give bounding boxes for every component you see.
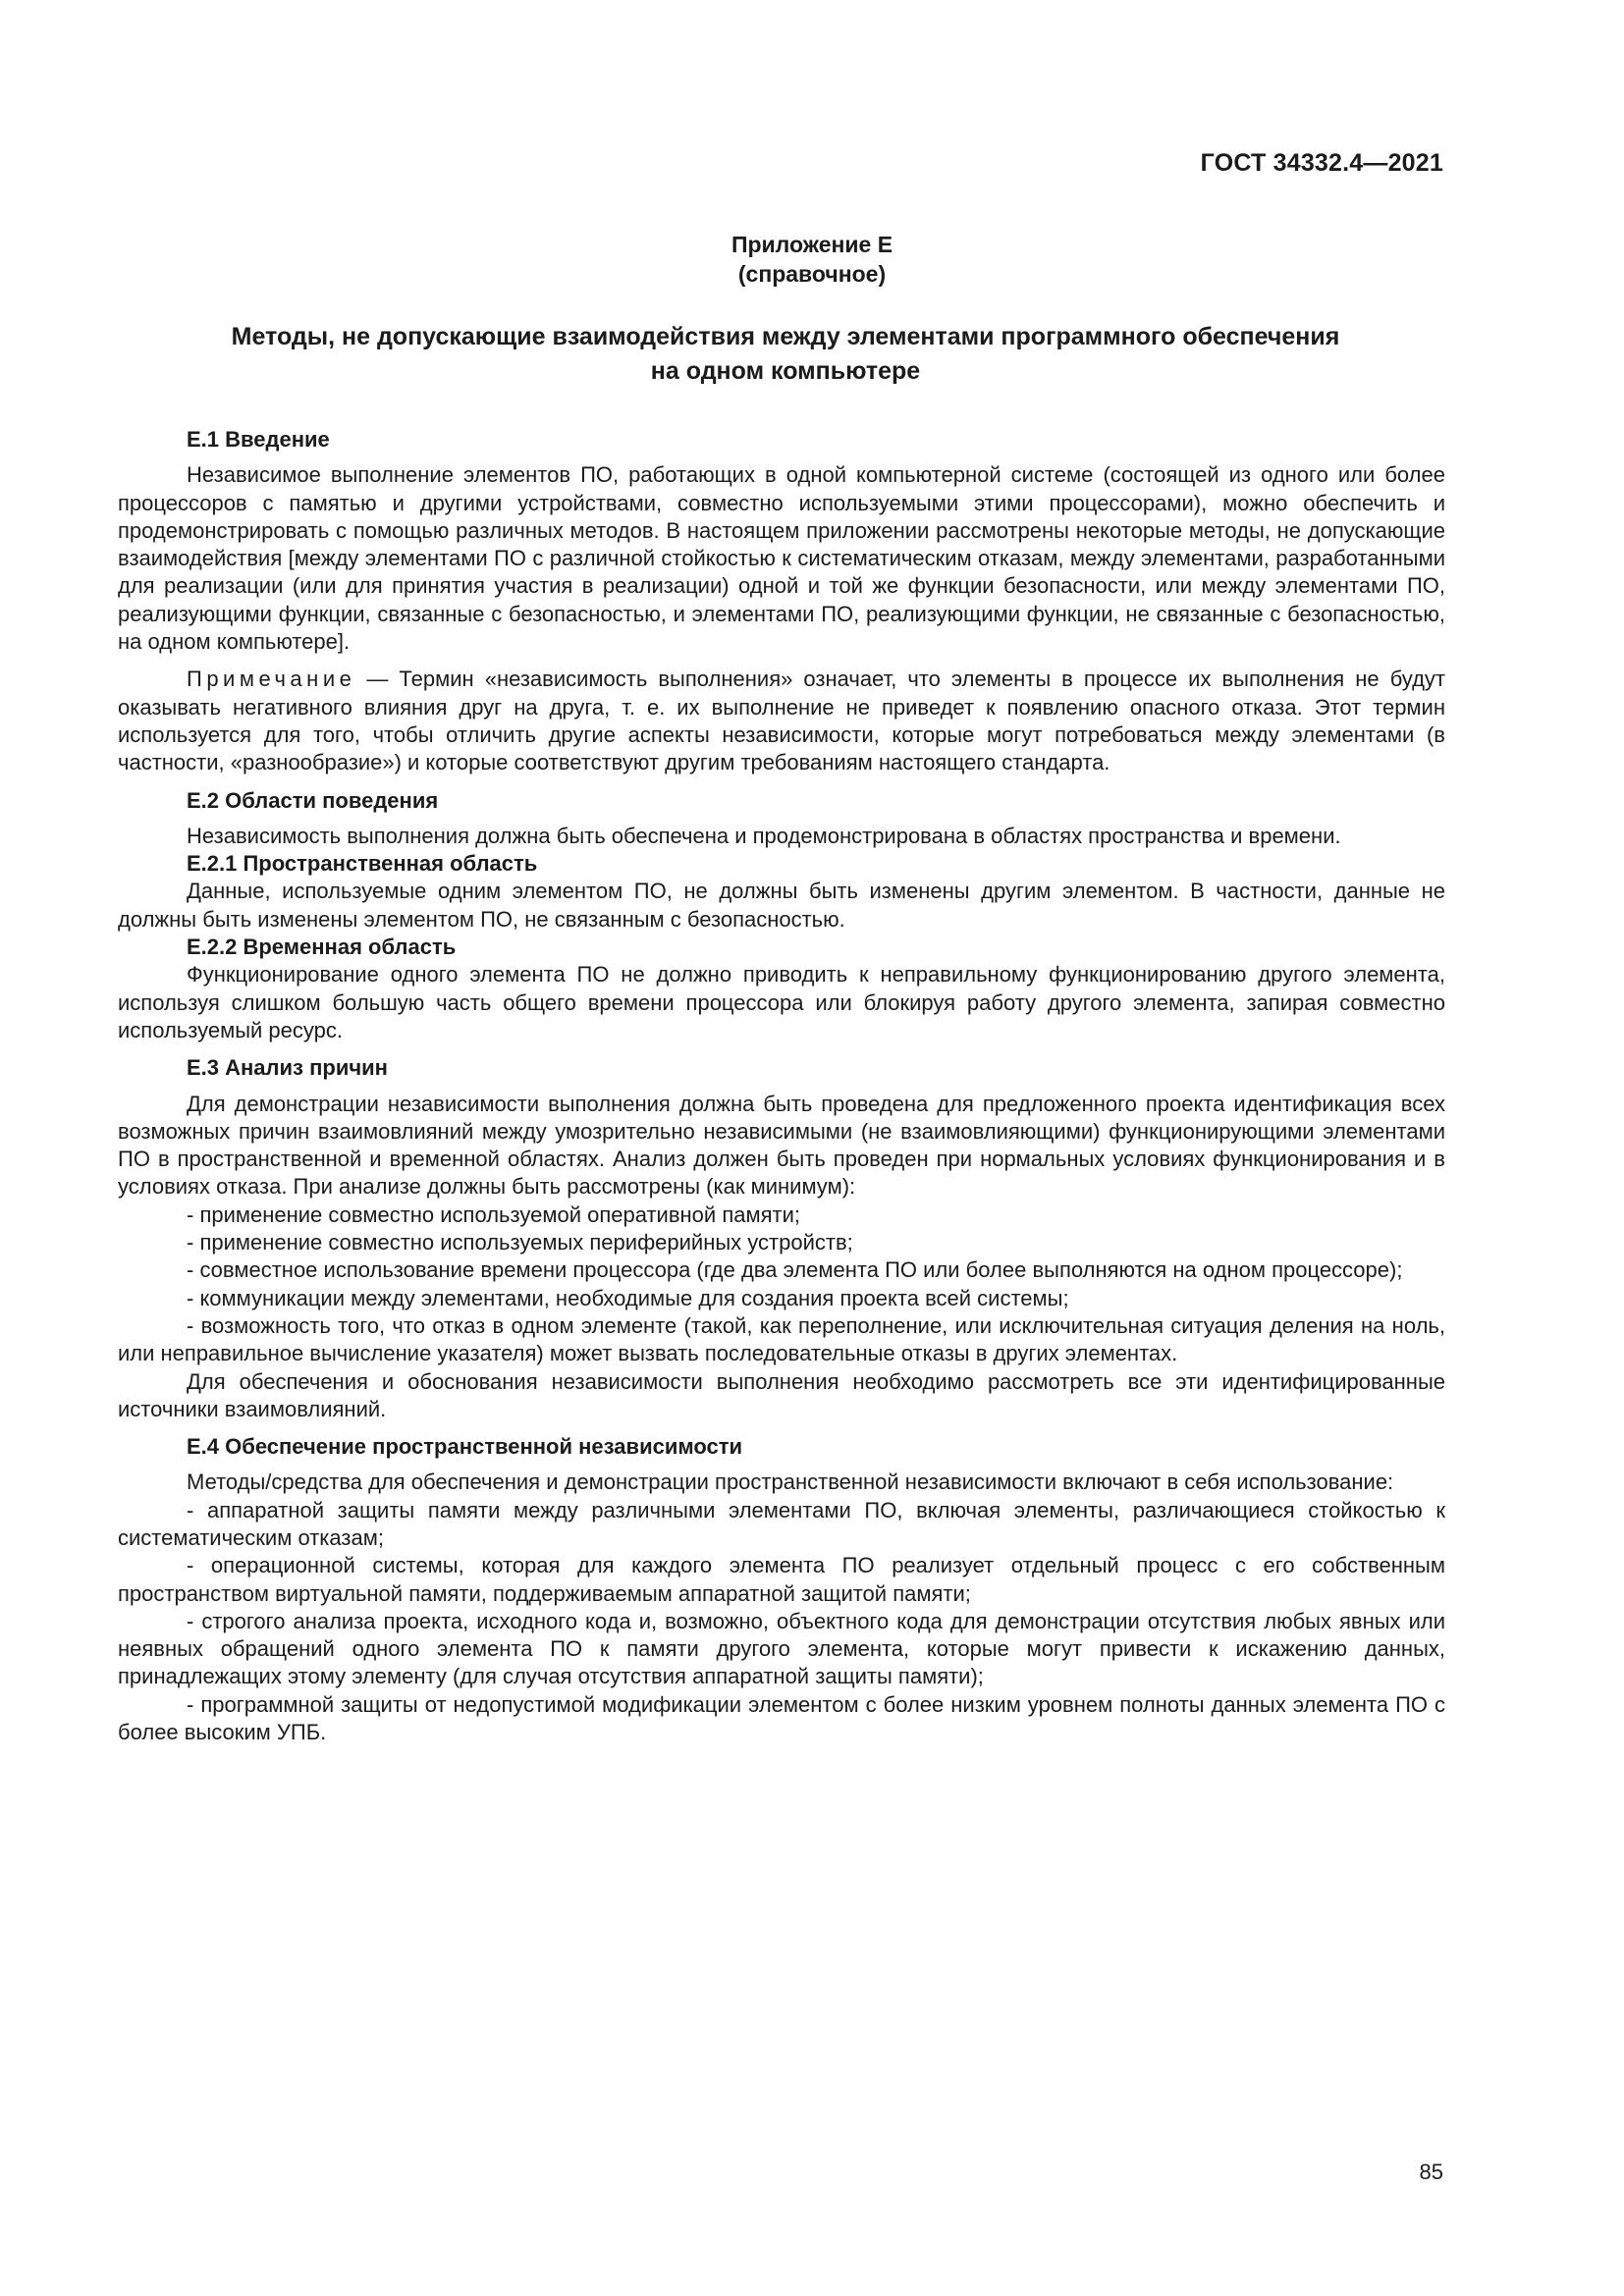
section-e3-heading: Е.3 Анализ причин — [187, 1055, 388, 1081]
list-item: - возможность того, что отказ в одном элементе (такой, как переполнение, или исключительная ситуация деления на ноль, или неправильное вычисление указателя) может вызвать последовательные отказы в других элементах. — [118, 1312, 1445, 1366]
list-item: - строгого анализа проекта, исходного кода и, возможно, объектного кода для демонстрации отсутствия любых явных или неявных обращений одного элемента ПО к памяти другого элемента, которые могут привести к искажению данных, принадлежащих этому элементу (для случая отсутствия аппаратной защиты памяти); — [118, 1608, 1445, 1689]
list-item: - совместное использование времени процессора (где два элемента ПО или более выполняются на одном процессоре); — [187, 1257, 1403, 1283]
note-label: Примечание — [187, 667, 356, 692]
page-number: 85 — [1419, 2160, 1443, 2184]
section-e2-paragraph: Независимость выполнения должна быть обеспечена и продемонстрирована в областях пространства и времени. — [187, 823, 1341, 848]
section-e4-paragraph: Методы/средства для обеспечения и демонстрации пространственной независимости включают в себя использование: — [187, 1469, 1394, 1495]
appendix-title-line1: Методы, не допускающие взаимодействия между элементами программного обеспечения — [231, 323, 1340, 350]
section-e3-paragraph: Для демонстрации независимости выполнения должна быть проведена для предложенного проекта идентификация всех возможных причин взаимовлияний между умозрительно независимыми (не взаимовлияющими) функционирующими элементами ПО в пространственной и временной областях. Анализ должен быть проведен при нормальных условиях функционирования и в условиях отказа. При анализе должны быть рассмотрены (как минимум): — [118, 1091, 1445, 1200]
appendix-title-line2: на одном компьютере — [650, 357, 921, 385]
note-text: — Термин «независимость выполнения» означает, что элементы в процессе их выполнения не будут оказывать негативного влияния друг на друга, т. е. их выполнение не приведет к появлению опасного отказа. Этот термин используется для того, чтобы отличить другие аспекты независимости, которые могут потребоваться между элементами (в частности, «разнообразие») и которые соответствуют другим требованиям настоящего стандарта. — [118, 667, 1445, 775]
list-item: - аппаратной защиты памяти между различными элементами ПО, включая элементы, различающиеся стойкостью к систематическим отказам; — [118, 1497, 1445, 1550]
list-item: - коммуникации между элементами, необходимые для создания проекта всей системы; — [187, 1285, 1069, 1310]
list-item: - применение совместно используемой оперативной памяти; — [187, 1201, 800, 1227]
annex-heading — [0, 230, 1624, 289]
section-e22-paragraph: Функционирование одного элемента ПО не должно приводить к неправильному функционированию другого элемента, используя слишком большую часть общего времени процессора или блокируя работу другого элемента, запирая совместно используемый ресурс. — [118, 962, 1445, 1042]
section-e21-heading: Е.2.1 Пространственная область — [187, 851, 538, 877]
section-e21-paragraph: Данные, используемые одним элементом ПО, не должны быть изменены другим элементом. В частности, данные не должны быть изменены элементом ПО, не связанным с безопасностью. — [118, 879, 1445, 932]
section-e2-heading: Е.2 Области поведения — [187, 787, 439, 813]
annex-title: Приложение Е — [731, 232, 893, 257]
section-e3-conclusion: Для обеспечения и обоснования независимости выполнения необходимо рассмотреть все эти идентифицированные источники взаимовлияний. — [118, 1368, 1445, 1421]
section-e22-heading: Е.2.2 Временная область — [187, 934, 457, 960]
list-item: - применение совместно используемых периферийных устройств; — [187, 1230, 853, 1255]
annex-status: (справочное) — [737, 261, 887, 287]
list-item: - операционной системы, которая для каждого элемента ПО реализует отдельный процесс с его собственным пространством виртуальной памяти, поддерживаемым аппаратной защитой памяти; — [118, 1553, 1445, 1606]
note-paragraph — [118, 666, 1445, 776]
standard-number: ГОСТ 34332.4—2021 — [1200, 149, 1443, 177]
document-body — [118, 426, 1445, 1746]
section-e4-heading: Е.4 Обеспечение пространственной независимости — [187, 1434, 743, 1460]
list-item: - программной защиты от недопустимой модификации элементом с более низким уровнем полноты данных элемента ПО с более высоким УПБ. — [118, 1691, 1445, 1745]
section-e1-paragraph: Независимое выполнение элементов ПО, работающих в одной компьютерной системе (состоящей из одного или более процессоров с памятью и другими устройствами, совместно используемыми этими процессорами), можно обеспечить и продемонстрировать с помощью различных методов. В настоящем приложении рассмотрены некоторые методы, не допускающие взаимодействия [между элементами ПО с различной стойкостью к систематическим отказам, между элементами, разработанными для реализации (или для принятия участия в реализации) одной и той же функции безопасности, или между элементами ПО, реализующими функции, связанные с безопасностью, и элементами ПО, реализующими функции, не связанные с безопасностью, на одном компьютере]. — [118, 462, 1445, 655]
appendix-title — [147, 320, 1424, 389]
section-e1-heading: Е.1 Введение — [187, 427, 330, 452]
